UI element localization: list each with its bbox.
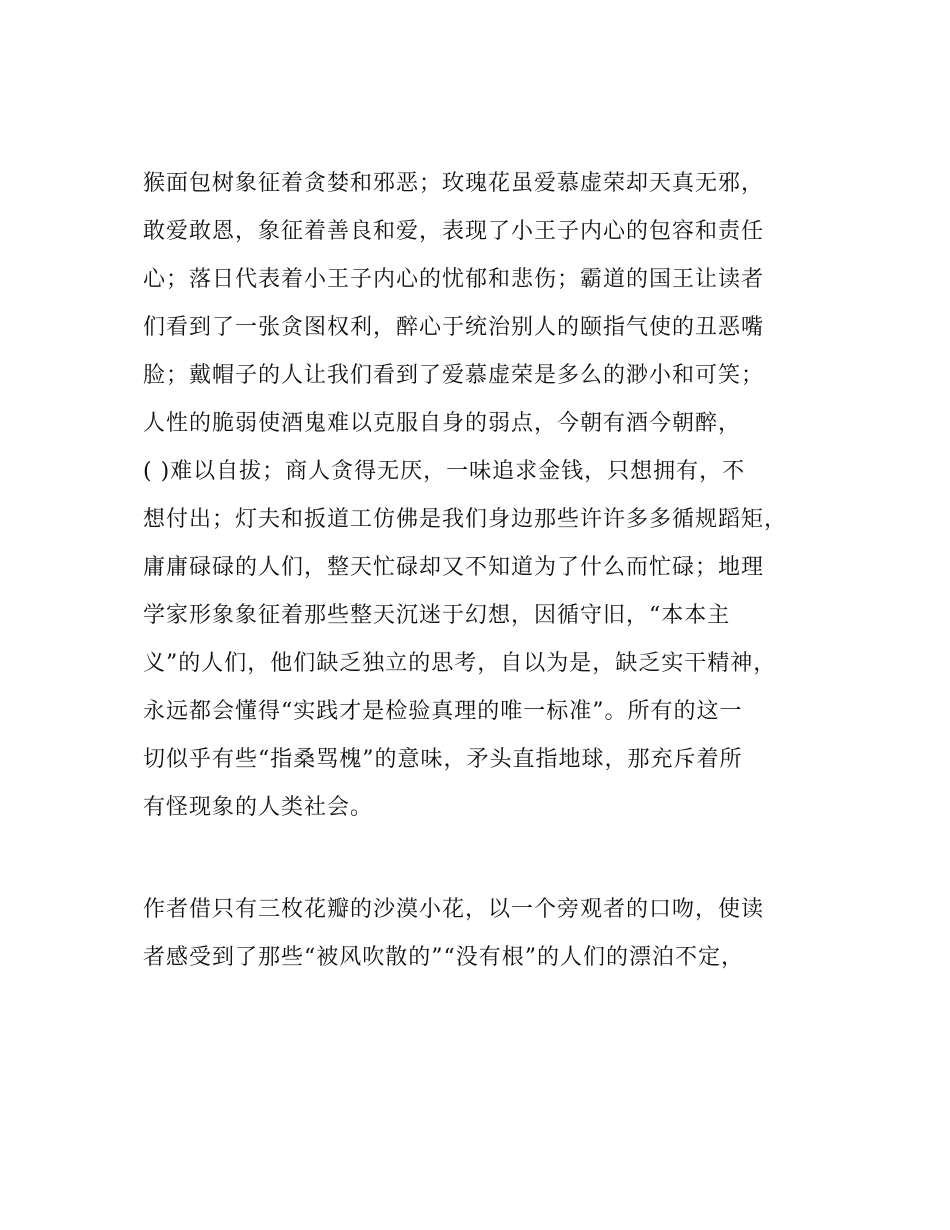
text-line: 者感受到了那些“被风吹散的”“没有根”的人们的漂泊不定， bbox=[143, 945, 744, 970]
text-line: 们看到了一张贪图权利，醉心于统治别人的颐指气使的丑恶嘴 bbox=[143, 315, 765, 340]
text-line: 想付出；灯夫和扳道工仿佛是我们身边那些许许多多循规蹈矩， bbox=[143, 507, 788, 532]
text-line: 人性的脆弱使酒鬼难以克服自身的弱点，今朝有酒今朝醉， bbox=[143, 411, 742, 436]
text-line: 敢爱敢恩，象征着善良和爱，表现了小王子内心的包容和责任 bbox=[143, 219, 765, 244]
text-line: 永远都会懂得“实践才是检验真理的唯一标准”。所有的这一 bbox=[143, 699, 743, 724]
text-line: 义”的人们，他们缺乏独立的思考，自以为是，缺乏实干精神， bbox=[143, 651, 777, 676]
text-line: 有怪现象的人类社会。 bbox=[143, 795, 374, 820]
text-line: 猴面包树象征着贪婪和邪恶；玫瑰花虽爱慕虚荣却天真无邪， bbox=[143, 171, 765, 196]
text-line: 庸庸碌碌的人们，整天忙碌却又不知道为了什么而忙碌；地理 bbox=[143, 555, 765, 580]
text-line: 脸；戴帽子的人让我们看到了爱慕虚荣是多么的渺小和可笑； bbox=[143, 363, 765, 388]
text-line: 作者借只有三枚花瓣的沙漠小花，以一个旁观者的口吻，使读 bbox=[143, 897, 765, 922]
text-line: 学家形象象征着那些整天沉迷于幻想，因循守旧，“本本主 bbox=[143, 603, 731, 628]
text-line: ( )难以自拔；商人贪得无厌，一味追求金钱，只想拥有，不 bbox=[143, 459, 746, 484]
text-line: 心；落日代表着小王子内心的忧郁和悲伤；霸道的国王让读者 bbox=[143, 267, 765, 292]
text-line: 切似乎有些“指桑骂槐”的意味，矛头直指地球，那充斥着所 bbox=[143, 747, 743, 772]
